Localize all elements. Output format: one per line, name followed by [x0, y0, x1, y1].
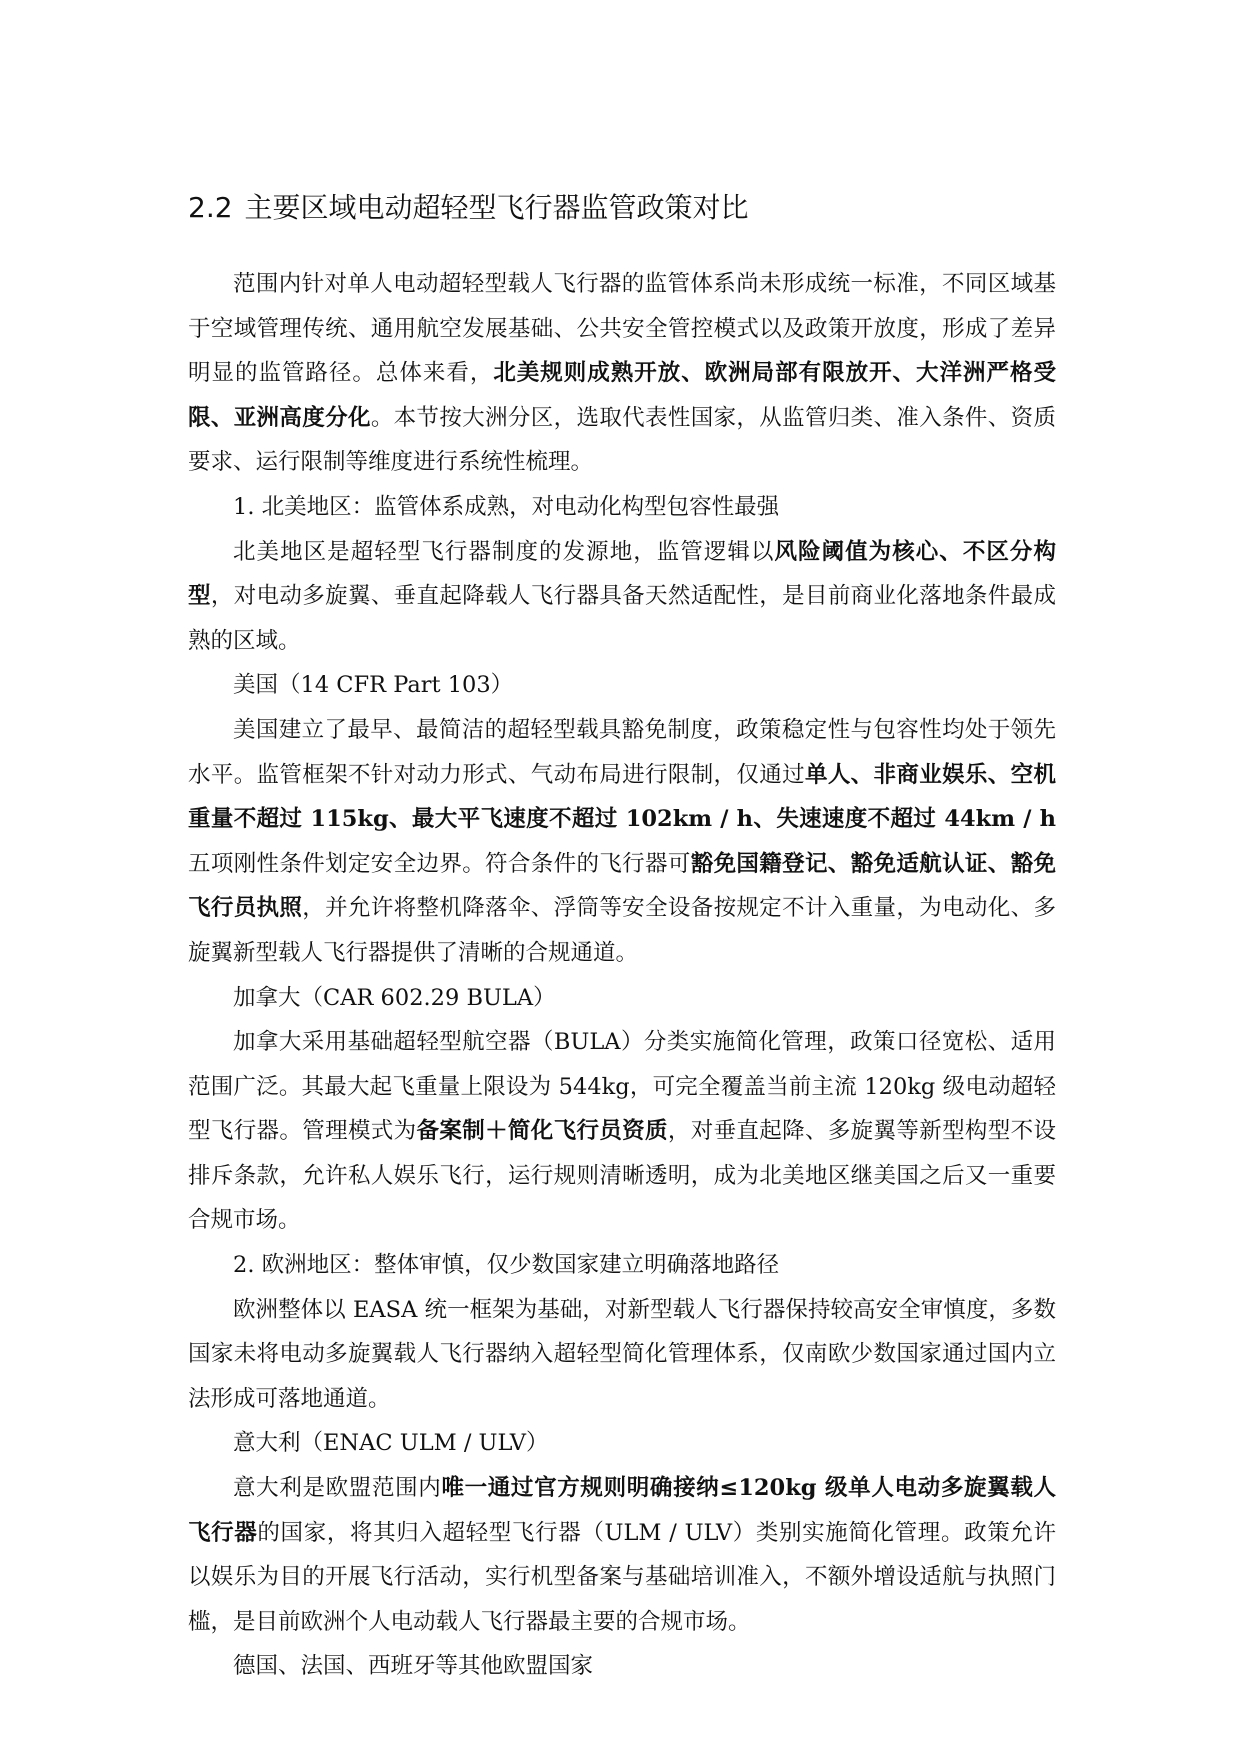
italy-emphasis: 唯一通过官方规则明确接纳≤120kg 级单人电动多旋翼载人飞行器: [188, 1475, 1056, 1546]
paragraph-usa: [188, 708, 1056, 976]
subheading-other-eu: 德国、法国、西班牙等其他欧盟国家: [233, 1653, 594, 1680]
document-body: [188, 262, 1056, 1689]
canada-text: 加拿大采用基础超轻型航空器（BULA）分类实施简化管理，政策口径宽松、适用范围广泛。其最大起飞重量上限设为 544kg，可完全覆盖当前主流 120kg 级电动超轻型飞行器。管理模式为: [188, 1029, 1056, 1145]
section-title: 主要区域电动超轻型飞行器监管政策对比: [244, 191, 749, 224]
subheading-usa: 美国（14 CFR Part 103）: [233, 672, 514, 699]
subheading-europe: 2. 欧洲地区：整体审慎，仅少数国家建立明确落地路径: [233, 1252, 780, 1279]
paragraph-italy: [188, 1466, 1056, 1644]
canada-emphasis: 备案制＋简化飞行员资质: [416, 1118, 668, 1145]
usa-text: 美国建立了最早、最简洁的超轻型载具豁免制度，政策稳定性与包容性均处于领先水平。监管框架不针对动力形式、气动布局进行限制，仅通过: [188, 716, 1056, 788]
usa-text-mid: 五项刚性条件划定安全边界。符合条件的飞行器可: [188, 850, 691, 877]
paragraph-overview: [188, 262, 1056, 485]
paragraph-north-america: [188, 530, 1056, 664]
usa-exemptions-emphasis: 豁免国籍登记、豁免适航认证、豁免飞行员执照: [188, 850, 1056, 922]
section-number: 2.2: [188, 191, 233, 224]
paragraph-canada: [188, 1020, 1056, 1243]
na-text-end: ，对电动多旋翼、垂直起降载人飞行器具备天然适配性，是目前商业化落地条件最成熟的区域。: [188, 583, 1056, 654]
overview-text: 范围内针对单人电动超轻型载人飞行器的监管体系尚未形成统一标准，不同区域基于空域管理传统、通用航空发展基础、公共安全管控模式以及政策开放度，形成了差异明显的监管路径。总体来看，: [188, 271, 1056, 387]
usa-conditions-emphasis: 单人、非商业娱乐、空机重量不超过 115kg、最大平飞速度不超过 102km / h、失速速度不超过 44km / h: [188, 761, 1056, 833]
na-emphasis: 风险阈值为核心、不区分构型: [188, 538, 1056, 610]
overview-emphasis: 北美规则成熟开放、欧洲局部有限放开、大洋洲严格受限、亚洲高度分化: [188, 360, 1056, 431]
usa-text-end: ，并允许将整机降落伞、浮筒等安全设备按规定不计入重量，为电动化、多旋翼新型载人飞行器提供了清晰的合规通道。: [188, 895, 1056, 966]
italy-text: 意大利是欧盟范围内: [233, 1475, 442, 1502]
na-text: 北美地区是超轻型飞行器制度的发源地，监管逻辑以: [233, 538, 775, 565]
paragraph-europe: 欧洲整体以 EASA 统一框架为基础，对新型载人飞行器保持较高安全审慎度，多数国家未将电动多旋翼载人飞行器纳入超轻型简化管理体系，仅南欧少数国家通过国内立法形成可落地通道。: [188, 1296, 1056, 1412]
subheading-italy: 意大利（ENAC ULM / ULV）: [233, 1430, 549, 1457]
italy-text-end: 的国家，将其归入超轻型飞行器（ULM / ULV）类别实施简化管理。政策允许以娱乐为目的开展飞行活动，实行机型备案与基础培训准入，不额外增设适航与执照门槛，是目前欧洲个人电动载人飞行器最主要的合规市场。: [188, 1519, 1056, 1635]
overview-text-end: 。本节按大洲分区，选取代表性国家，从监管归类、准入条件、资质要求、运行限制等维度进行系统性梳理。: [188, 404, 1056, 476]
subheading-north-america: 1. 北美地区：监管体系成熟，对电动化构型包容性最强: [233, 493, 780, 520]
canada-text-end: ，对垂直起降、多旋翼等新型构型不设排斥条款，允许私人娱乐飞行，运行规则清晰透明，成为北美地区继美国之后又一重要合规市场。: [188, 1118, 1056, 1234]
subheading-canada: 加拿大（CAR 602.29 BULA）: [233, 984, 556, 1011]
section-heading: [188, 188, 749, 228]
